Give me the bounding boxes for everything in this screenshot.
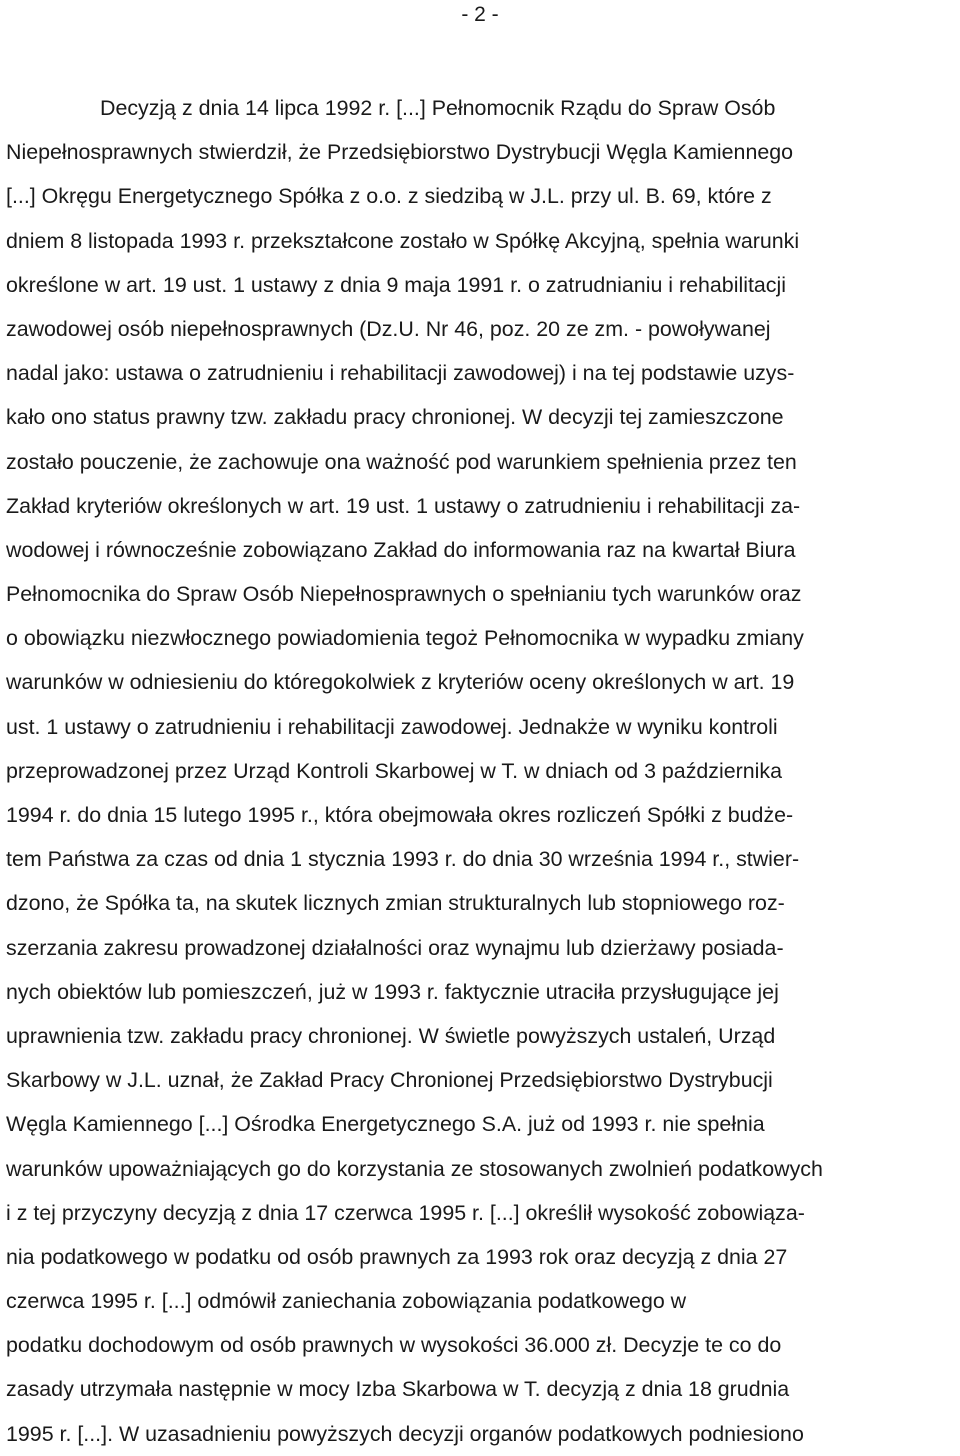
text-line: warunków w odniesieniu do któregokolwiek z kryteriów oceny określonych w art. 19: [6, 670, 795, 695]
text-line: ust. 1 ustawy o zatrudnieniu i rehabilitacji zawodowej. Jednakże w wyniku kontroli: [6, 714, 778, 739]
text-line: czerwca 1995 r. [...] odmówił zaniechania zobowiązania podatkowego w: [6, 1289, 687, 1314]
text-line: warunków upoważniających go do korzystania ze stosowanych zwolnień podatkowych: [6, 1156, 823, 1181]
text-line: Węgla Kamiennego [...] Ośrodka Energetycznego S.A. już od 1993 r. nie spełnia: [6, 1112, 765, 1137]
text-line: podatku dochodowym od osób prawnych w wysokości 36.000 zł. Decyzje te co do: [6, 1333, 782, 1358]
text-line: szerzania zakresu prowadzonej działalności oraz wynajmu lub dzierżawy posiada-: [6, 935, 784, 960]
text-line: określone w art. 19 ust. 1 ustawy z dnia 9 maja 1991 r. o zatrudnianiu i rehabilitacji: [6, 272, 786, 297]
text-line: nadal jako: ustawa o zatrudnieniu i rehabilitacji zawodowej) i na tej podstawie uzys-: [6, 361, 795, 386]
text-line: Niepełnosprawnych stwierdził, że Przedsiębiorstwo Dystrybucji Węgla Kamiennego: [6, 140, 794, 165]
text-line: dniem 8 listopada 1993 r. przekształcone zostało w Spółkę Akcyjną, spełnia warunki: [6, 228, 800, 253]
text-line: Skarbowy w J.L. uznał, że Zakład Pracy Chronionej Przedsiębiorstwo Dystrybucji: [6, 1068, 773, 1093]
text-line: Decyzją z dnia 14 lipca 1992 r. [...] Pełnomocnik Rządu do Spraw Osób: [100, 96, 776, 120]
text-line: przeprowadzonej przez Urząd Kontroli Skarbowej w T. w dniach od 3 października: [6, 758, 783, 783]
text-line: i z tej przyczyny decyzją z dnia 17 czerwca 1995 r. [...] określił wysokość zobowiąza-: [6, 1200, 805, 1225]
text-line: Pełnomocnika do Spraw Osób Niepełnosprawnych o spełnianiu tych warunków oraz: [6, 582, 802, 607]
text-line: nia podatkowego w podatku od osób prawnych za 1993 rok oraz decyzją z dnia 27: [6, 1244, 788, 1269]
page-number: - 2 -: [461, 3, 499, 26]
text-line: 1994 r. do dnia 15 lutego 1995 r., która obejmowała okres rozliczeń Spółki z budże-: [6, 803, 794, 827]
text-line: 1995 r. [...]. W uzasadnieniu powyższych decyzji organów podatkowych podniesiono: [6, 1421, 804, 1446]
document-body: [6, 86, 960, 1456]
text-line: zawodowej osób niepełnosprawnych (Dz.U. Nr 46, poz. 20 ze zm. - powoływanej: [6, 316, 771, 341]
text-line: tem Państwa za czas od dnia 1 stycznia 1993 r. do dnia 30 września 1994 r., stwier-: [6, 847, 800, 872]
text-line: dzono, że Spółka ta, na skutek licznych zmian strukturalnych lub stopniowego roz-: [6, 891, 785, 916]
text-line: nych obiektów lub pomieszczeń, już w 1993 r. faktycznie utraciła przysługujące jej: [6, 979, 779, 1004]
text-line: kało ono status prawny tzw. zakładu pracy chronionej. W decyzji tej zamieszczone: [6, 405, 784, 430]
text-line: o obowiązku niezwłocznego powiadomienia tegoż Pełnomocnika w wypadku zmiany: [6, 626, 804, 651]
text-line: [...] Okręgu Energetycznego Spółka z o.o. z siedzibą w J.L. przy ul. B. 69, które z: [6, 184, 772, 209]
text-line: zasady utrzymała następnie w mocy Izba Skarbowa w T. decyzją z dnia 18 grudnia: [6, 1377, 790, 1402]
text-line: uprawnienia tzw. zakładu pracy chronionej. W świetle powyższych ustaleń, Urząd: [6, 1023, 776, 1048]
text-line: wodowej i równocześnie zobowiązano Zakład do informowania raz na kwartał Biura: [6, 537, 796, 562]
text-line: zostało pouczenie, że zachowuje ona ważność pod warunkiem spełnienia przez ten: [6, 449, 797, 474]
text-line: Zakład kryteriów określonych w art. 19 ust. 1 ustawy o zatrudnieniu i rehabilitacji za-: [6, 493, 801, 518]
